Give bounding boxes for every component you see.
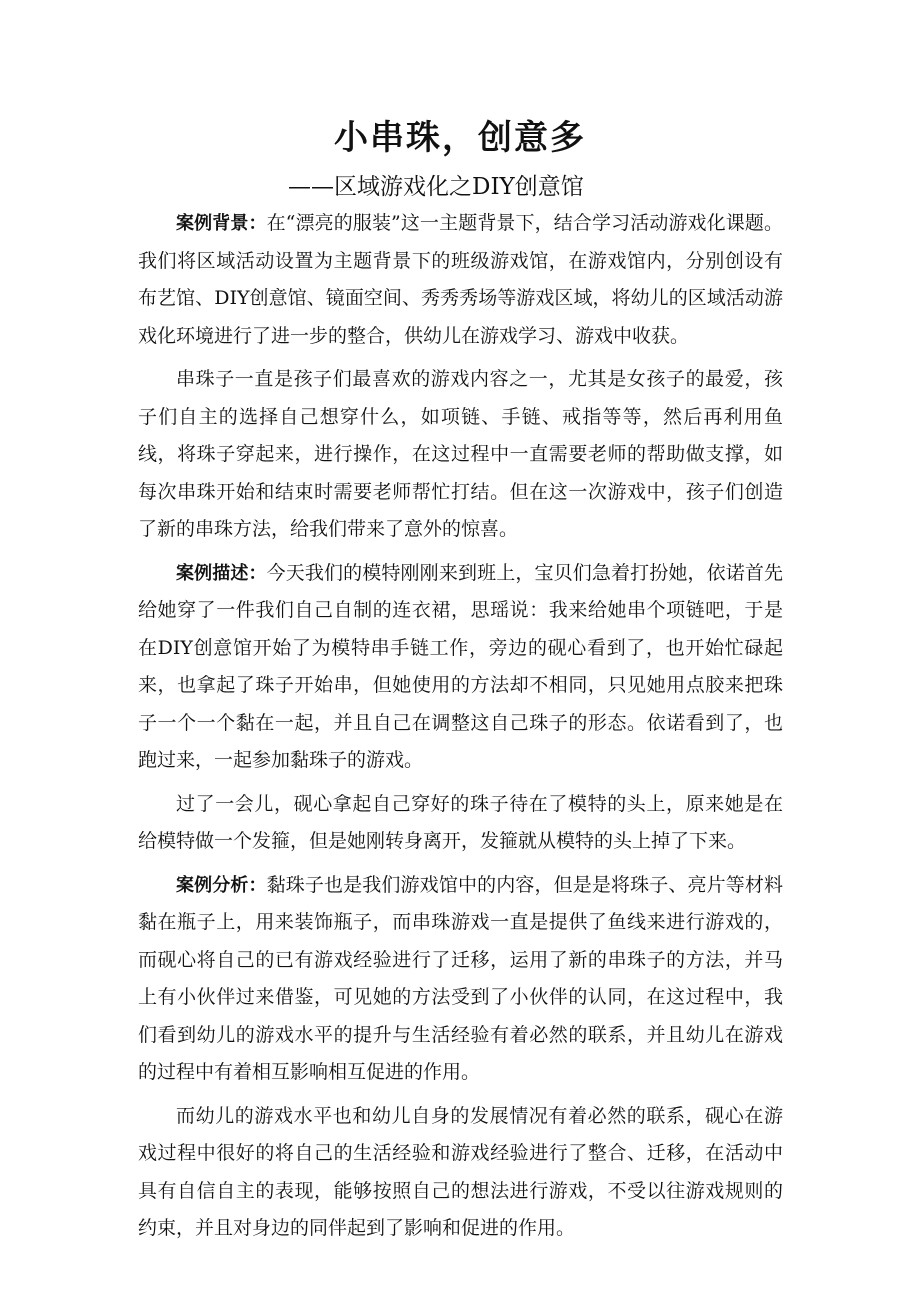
document-subtitle: ——区域游戏化之DIY创意馆 — [288, 174, 584, 200]
paragraph-text: 黏珠子也是我们游戏馆中的内容，但是是将珠子、亮片等材料黏在瓶子上，用来装饰瓶子，而串珠游戏一直是提供了鱼线来进行游戏的，而砚心将自己的已有游戏经验进行了迁移，运用了新的串珠子的方法，并马上有小伙伴过来借鉴，可见她的方法受到了小伙伴的认同，在这过程中，我们看到幼儿的游戏水平的提升与生活经验有着必然的联系，并且幼儿在游戏的过程中有着相互影响相互促进的作用。 — [138, 873, 783, 1083]
paragraph-background — [138, 205, 783, 355]
section-label-analysis: 案例分析： — [176, 874, 267, 896]
paragraph-conclusion — [138, 1098, 783, 1248]
paragraph-text: 在“漂亮的服装”这一主题背景下，结合学习活动游戏化课题。我们将区域活动设置为主题背景下的班级游戏馆，在游戏馆内，分别创设有布艺馆、DIY创意馆、镜面空间、秀秀秀场等游戏区域，将幼儿的区域活动游戏化环境进行了进一步的整合，供幼儿在游戏学习、游戏中收获。 — [138, 212, 783, 347]
paragraph-analysis — [138, 867, 783, 1092]
paragraph-beading-intro — [138, 361, 783, 549]
paragraph-text: 串珠子一直是孩子们最喜欢的游戏内容之一，尤其是女孩子的最爱，孩子们自主的选择自己想穿什么，如项链、手链、戒指等等，然后再利用鱼线，将珠子穿起来，进行操作，在这过程中一直需要老师的帮助做支撑，如每次串珠开始和结束时需要老师帮忙打结。但在这一次游戏中，孩子们创造了新的串珠方法，给我们带来了意外的惊喜。 — [138, 368, 783, 540]
section-label-description: 案例描述： — [176, 562, 267, 584]
document-title: 小串珠，创意多 — [334, 118, 586, 158]
paragraph-text: 过了一会儿，砚心拿起自己穿好的珠子待在了模特的头上，原来她是在给模特做一个发箍，但是她刚转身离开，发箍就从模特的头上掉了下来。 — [138, 792, 783, 852]
paragraph-description — [138, 555, 783, 780]
section-label-background: 案例背景： — [176, 213, 267, 234]
paragraph-text: 今天我们的模特刚刚来到班上，宝贝们急着打扮她，依诺首先给她穿了一件我们自己自制的连衣裙，思瑶说：我来给她串个项链吧，于是在DIY创意馆开始了为模特串手链工作，旁边的砚心看到了，也开始忙碌起来，也拿起了珠子开始串，但她使用的方法却不相同，只见她用点胶来把珠子一个一个黏在一起，并且自己在调整这自己珠子的形态。依诺看到了，也跑过来，一起参加黏珠子的游戏。 — [138, 561, 783, 771]
paragraph-headband — [138, 786, 783, 861]
paragraph-text: 而幼儿的游戏水平也和幼儿自身的发展情况有着必然的联系，砚心在游戏过程中很好的将自己的生活经验和游戏经验进行了整合、迁移，在活动中具有自信自主的表现，能够按照自己的想法进行游戏，不受以往游戏规则的约束，并且对身边的同伴起到了影响和促进的作用。 — [138, 1104, 783, 1239]
document-body — [138, 205, 783, 1254]
